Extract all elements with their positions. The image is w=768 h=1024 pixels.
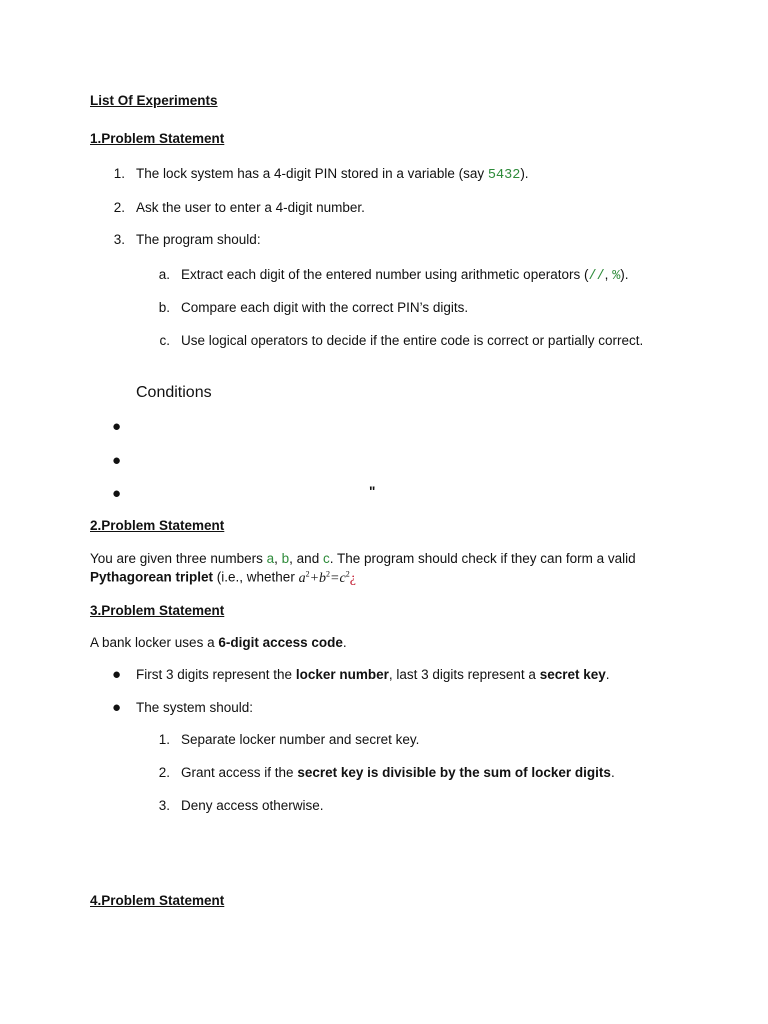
- operator-code: %: [612, 269, 621, 284]
- list-number: 3.: [113, 232, 125, 247]
- problem-2-text-cont: Pythagorean triplet (i.e., whether $a^2+b^2=c^2¿$: [90, 569, 356, 586]
- var-b: b: [281, 551, 290, 566]
- conditions-label: Conditions: [136, 384, 212, 401]
- var-c: c: [322, 551, 330, 566]
- math-equation: $a^2+b^2=c^2¿$: [298, 569, 356, 586]
- bullet-icon: ●: [112, 666, 122, 683]
- var-a: a: [266, 551, 275, 566]
- list-text: First 3 digits represent the locker number, last 3 digits represent a secret key.: [136, 667, 610, 682]
- quote-mark: ": [369, 484, 376, 499]
- problem-1-heading: 1.Problem Statement: [90, 131, 225, 146]
- problem-3-intro: A bank locker uses a 6-digit access code.: [90, 635, 347, 650]
- list-number: 2.: [113, 200, 125, 215]
- list-text: Compare each digit with the correct PIN’s digits.: [181, 300, 469, 315]
- list-text: Ask the user to enter a 4-digit number.: [136, 200, 365, 215]
- list-number: 1.: [158, 732, 170, 747]
- list-text: Grant access if the secret key is divisible by the sum of locker digits.: [181, 765, 615, 780]
- list-number: 1.: [113, 166, 125, 181]
- problem-4-heading: 4.Problem Statement: [90, 893, 225, 908]
- list-text: The system should:: [136, 700, 254, 715]
- list-letter: b.: [158, 300, 170, 315]
- pin-code: 5432: [487, 168, 521, 183]
- problem-3-heading: 3.Problem Statement: [90, 603, 225, 618]
- list-letter: c.: [159, 333, 170, 348]
- list-text: Use logical operators to decide if the entire code is correct or partially correct.: [181, 333, 644, 348]
- list-text: The lock system has a 4-digit PIN stored in a variable (say 5432).: [136, 166, 529, 183]
- page-title: List Of Experiments: [90, 93, 218, 108]
- bullet-icon: ●: [112, 699, 122, 716]
- list-text: Extract each digit of the entered number using arithmetic operators (//, %).: [181, 267, 629, 284]
- problem-2-heading: 2.Problem Statement: [90, 518, 225, 533]
- list-text: Deny access otherwise.: [181, 798, 324, 813]
- list-number: 2.: [158, 765, 170, 780]
- list-text: Separate locker number and secret key.: [181, 732, 420, 747]
- operator-code: //: [588, 269, 605, 284]
- list-number: 3.: [158, 798, 170, 813]
- list-letter: a.: [158, 267, 170, 282]
- bullet-icon: ●: [112, 485, 122, 502]
- list-text: The program should:: [136, 232, 261, 247]
- problem-2-text: You are given three numbers a, b, and c. The program should check if they can form a valid: [90, 551, 636, 566]
- bullet-icon: ●: [112, 418, 122, 435]
- pythagorean-label: Pythagorean triplet: [90, 569, 214, 585]
- bullet-icon: ●: [112, 452, 122, 469]
